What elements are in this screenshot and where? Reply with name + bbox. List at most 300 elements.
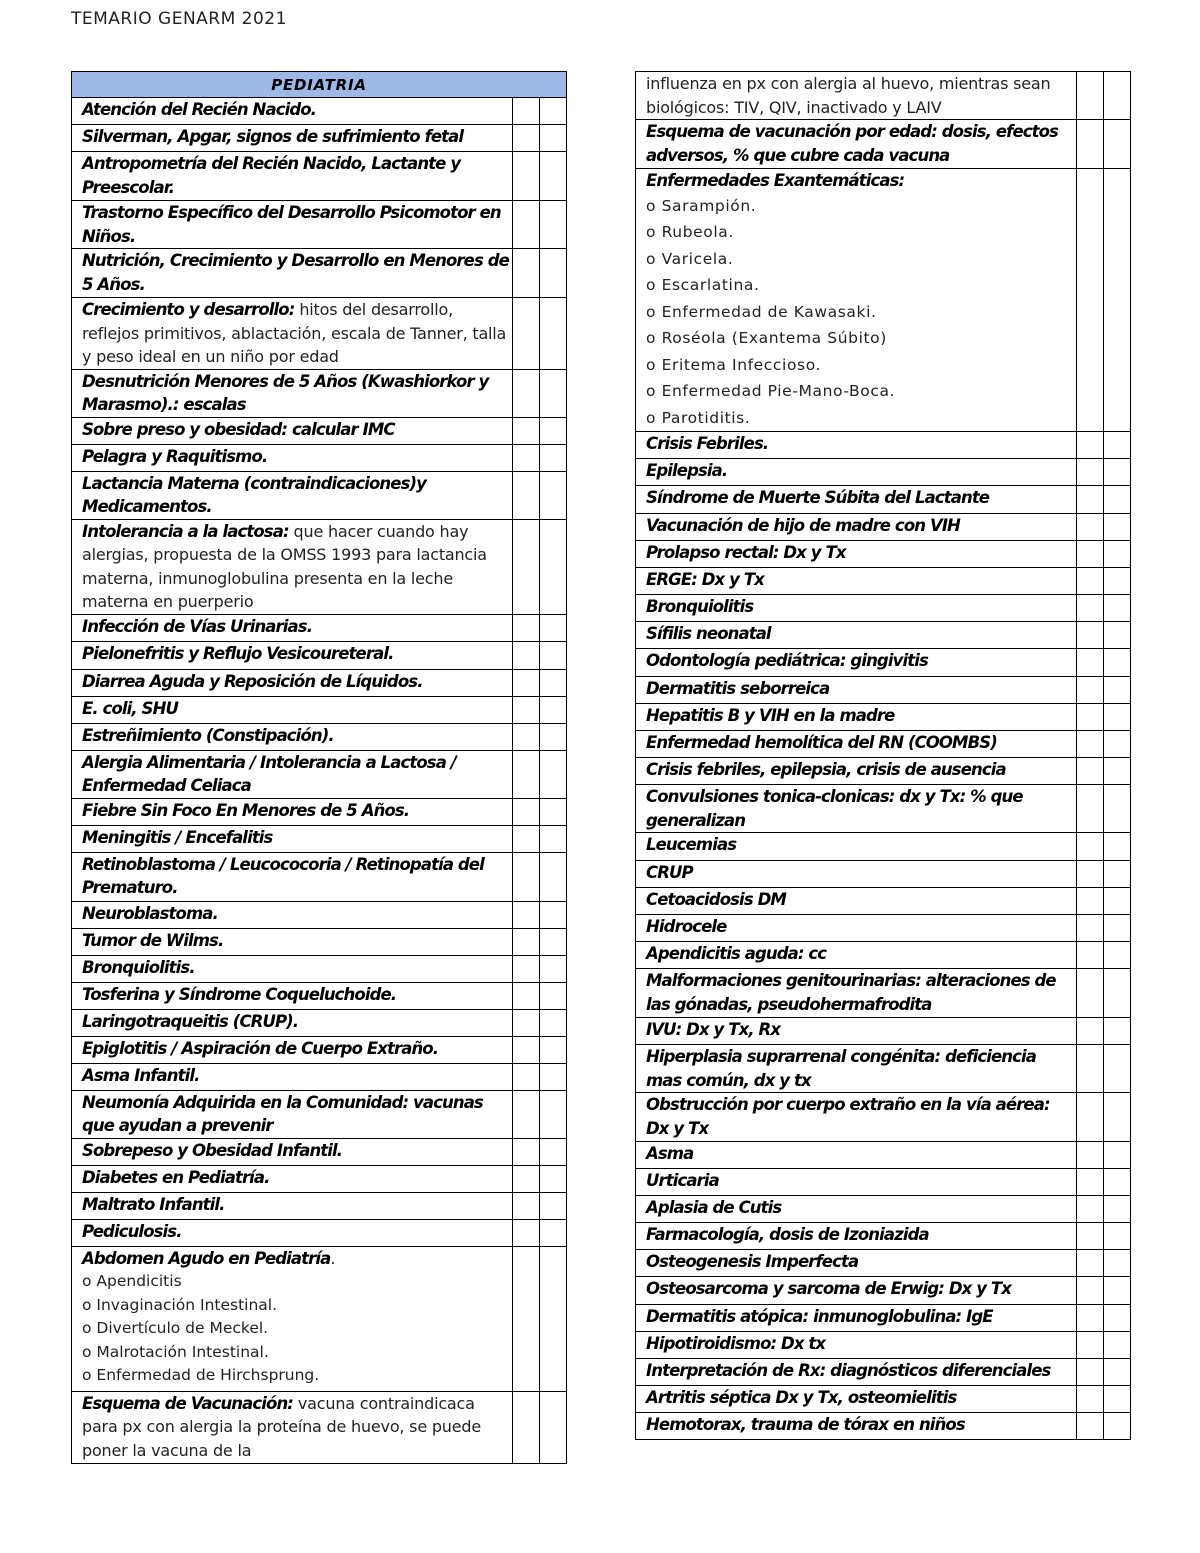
check-box-cell[interactable]	[1104, 169, 1131, 432]
check-box-cell[interactable]	[540, 750, 567, 798]
check-box-cell[interactable]	[1077, 1093, 1104, 1142]
check-box-cell[interactable]	[513, 669, 540, 696]
check-box-cell[interactable]	[1104, 622, 1131, 649]
topic-row	[72, 1090, 567, 1138]
topic-title: Retinoblastoma / Leucococoria / Retinopatía del Prematuro.	[82, 854, 484, 897]
check-box-cell[interactable]	[1077, 120, 1104, 169]
topic-cell	[636, 704, 1077, 731]
check-box-cell[interactable]	[513, 1391, 540, 1463]
topic-cell	[72, 696, 513, 723]
topic-cell	[636, 731, 1077, 758]
topic-title: Estreñimiento (Constipación).	[82, 725, 334, 745]
check-box-cell[interactable]	[513, 1165, 540, 1192]
topic-text-block	[646, 1196, 1076, 1220]
subtopic-item: o Parotiditis.	[646, 408, 751, 427]
check-box-cell[interactable]	[540, 1391, 567, 1463]
topic-text-block	[82, 751, 512, 798]
topic-text-block	[646, 731, 1076, 755]
check-box-cell[interactable]	[1077, 1223, 1104, 1250]
topic-title: Epilepsia.	[646, 461, 728, 480]
topic-title: Urticaria	[646, 1171, 719, 1190]
check-box-cell[interactable]	[513, 1090, 540, 1138]
check-box-cell[interactable]	[540, 298, 567, 370]
topic-title: Osteogenesis Imperfecta	[646, 1252, 859, 1271]
topic-row	[636, 1413, 1131, 1440]
check-box-cell[interactable]	[540, 152, 567, 201]
check-box-cell[interactable]	[513, 298, 540, 370]
check-box-cell[interactable]	[540, 982, 567, 1009]
check-box-cell[interactable]	[513, 901, 540, 928]
check-box-cell[interactable]	[540, 444, 567, 471]
topic-row	[72, 696, 567, 723]
check-box-cell[interactable]	[513, 417, 540, 444]
topic-title: Neumonía Adquirida en la Comunidad: vacunas que ayudan a prevenir	[82, 1092, 483, 1135]
check-box-cell[interactable]	[1104, 72, 1131, 120]
topic-cell	[72, 444, 513, 471]
topic-title: Tumor de Wilms.	[82, 930, 224, 950]
topic-title: Farmacología, dosis de Izoniazida	[646, 1225, 929, 1244]
check-box-cell[interactable]	[540, 723, 567, 750]
check-box-cell[interactable]	[540, 1009, 567, 1036]
topic-cell	[72, 125, 513, 152]
topic-row	[72, 519, 567, 614]
check-box-cell[interactable]	[1077, 861, 1104, 888]
topic-text-block	[646, 541, 1076, 565]
topic-row	[72, 901, 567, 928]
topic-row	[72, 369, 567, 417]
check-box-cell[interactable]	[1077, 514, 1104, 541]
subtopic-item: o Enfermedad de Kawasaki.	[646, 302, 877, 321]
topic-text-block	[646, 1277, 1076, 1301]
topic-cell	[72, 901, 513, 928]
check-box-cell[interactable]	[1077, 1277, 1104, 1305]
topic-text-block	[646, 888, 1076, 912]
check-box-cell[interactable]	[513, 928, 540, 955]
check-box-cell[interactable]	[540, 1165, 567, 1192]
check-box-cell[interactable]	[1104, 758, 1131, 785]
check-box-cell[interactable]	[1077, 1196, 1104, 1223]
topic-text-block	[646, 622, 1076, 646]
check-box-cell[interactable]	[540, 125, 567, 152]
check-box-cell[interactable]	[1104, 731, 1131, 758]
check-box-cell[interactable]	[513, 798, 540, 825]
check-box-cell[interactable]	[513, 471, 540, 519]
topic-title: Bronquiolitis.	[82, 957, 195, 977]
topic-cell	[72, 1165, 513, 1192]
check-box-cell[interactable]	[540, 641, 567, 669]
check-box-cell[interactable]	[1077, 622, 1104, 649]
check-box-cell[interactable]	[1077, 1250, 1104, 1277]
check-box-cell[interactable]	[540, 98, 567, 125]
topic-row	[72, 723, 567, 750]
topic-title: Vacunación de hijo de madre con VIH	[646, 516, 960, 535]
check-box-cell[interactable]	[513, 1192, 540, 1219]
topic-title: Pielonefritis y Reflujo Vesicoureteral.	[82, 643, 394, 663]
topic-cell	[636, 1045, 1077, 1093]
topic-cell	[636, 888, 1077, 915]
check-box-cell[interactable]	[1077, 595, 1104, 622]
topic-title: Asma	[646, 1144, 694, 1163]
topic-text-block	[82, 98, 512, 122]
check-box-cell[interactable]	[513, 614, 540, 641]
topic-text-block	[82, 125, 512, 149]
check-box-cell[interactable]	[1077, 649, 1104, 677]
check-box-cell[interactable]	[1104, 432, 1131, 459]
check-box-cell[interactable]	[1104, 459, 1131, 486]
topic-text-block	[82, 615, 512, 639]
check-box-cell[interactable]	[1104, 1386, 1131, 1413]
check-box-cell[interactable]	[1104, 704, 1131, 731]
topic-text-block	[646, 459, 1076, 483]
check-box-cell[interactable]	[1104, 120, 1131, 169]
topic-text-block	[646, 758, 1076, 782]
check-box-cell[interactable]	[1077, 1142, 1104, 1169]
topic-title: Leucemias	[646, 835, 737, 854]
topic-text-block	[646, 432, 1076, 456]
check-box-cell[interactable]	[540, 369, 567, 417]
check-box-cell[interactable]	[513, 982, 540, 1009]
check-box-cell[interactable]	[513, 852, 540, 901]
check-box-cell[interactable]	[1077, 72, 1104, 120]
topic-title: Abdomen Agudo en Pediatría	[82, 1248, 331, 1268]
check-box-cell[interactable]	[1104, 888, 1131, 915]
check-box-cell[interactable]	[1104, 486, 1131, 514]
check-box-cell[interactable]	[1077, 1045, 1104, 1093]
check-box-cell[interactable]	[1104, 677, 1131, 704]
check-box-cell[interactable]	[1104, 1332, 1131, 1359]
topic-cell	[72, 852, 513, 901]
topic-title: Crisis febriles, epilepsia, crisis de ausencia	[646, 760, 1006, 779]
topic-title: Dermatitis seborreica	[646, 679, 830, 698]
topic-text-block	[646, 1359, 1076, 1383]
check-box-cell[interactable]	[513, 750, 540, 798]
topic-cell	[636, 785, 1077, 833]
topic-cell	[636, 833, 1077, 861]
check-box-cell[interactable]	[1077, 486, 1104, 514]
topic-row	[72, 955, 567, 982]
topic-row	[72, 798, 567, 825]
topic-row	[72, 1063, 567, 1090]
topic-row	[636, 888, 1131, 915]
topic-text-block	[646, 514, 1076, 538]
topic-title: Silverman, Apgar, signos de sufrimiento fetal	[82, 127, 464, 146]
topic-text-block	[646, 1223, 1076, 1247]
topic-row	[72, 982, 567, 1009]
topic-row	[72, 125, 567, 152]
topic-row	[636, 432, 1131, 459]
check-box-cell[interactable]	[513, 641, 540, 669]
check-box-cell[interactable]	[1077, 432, 1104, 459]
topic-title: Epiglotitis / Aspiración de Cuerpo Extraño.	[82, 1038, 439, 1058]
check-box-cell[interactable]	[1077, 833, 1104, 861]
check-box-cell[interactable]	[540, 249, 567, 298]
check-box-cell[interactable]	[1104, 1413, 1131, 1440]
topic-row	[72, 152, 567, 201]
check-box-cell[interactable]	[1104, 1142, 1131, 1169]
topic-row	[636, 731, 1131, 758]
topic-cell	[72, 1090, 513, 1138]
topic-text-block	[82, 983, 512, 1007]
topic-cell	[72, 614, 513, 641]
check-box-cell[interactable]	[540, 928, 567, 955]
check-box-cell[interactable]	[1104, 942, 1131, 969]
check-box-cell[interactable]	[1104, 1093, 1131, 1142]
topic-title: Hemotorax, trauma de tórax en niños	[646, 1415, 965, 1434]
topic-text-block	[82, 520, 512, 614]
check-box-cell[interactable]	[513, 955, 540, 982]
check-box-cell[interactable]	[513, 1036, 540, 1063]
topic-title: Crecimiento y desarrollo:	[82, 300, 295, 319]
check-box-cell[interactable]	[513, 519, 540, 614]
topic-text-block	[82, 1037, 512, 1061]
topic-cell	[636, 1359, 1077, 1386]
check-box-cell[interactable]	[1104, 595, 1131, 622]
check-box-cell[interactable]	[1077, 1413, 1104, 1440]
topic-cell	[636, 1277, 1077, 1305]
pediatria-topics-table-left	[71, 71, 567, 1464]
check-box-cell[interactable]	[1077, 704, 1104, 731]
topic-cell	[72, 669, 513, 696]
check-box-cell[interactable]	[1104, 541, 1131, 568]
topic-title: Sobrepeso y Obesidad Infantil.	[82, 1140, 343, 1160]
topic-cell	[72, 1219, 513, 1246]
topic-text-block	[646, 1093, 1076, 1140]
check-box-cell[interactable]	[540, 852, 567, 901]
topic-text-block	[82, 472, 512, 519]
check-box-cell[interactable]	[1077, 942, 1104, 969]
check-box-cell[interactable]	[1077, 1305, 1104, 1332]
check-box-cell[interactable]	[1077, 568, 1104, 595]
topic-title: Osteosarcoma y sarcoma de Erwig: Dx y Tx	[646, 1279, 1012, 1298]
check-box-cell[interactable]	[540, 669, 567, 696]
check-box-cell[interactable]	[513, 249, 540, 298]
topic-text-block	[646, 649, 1076, 673]
section-header-pediatria: PEDIATRIA	[72, 72, 567, 98]
subtopic-item: o Varicela.	[646, 249, 734, 268]
topic-cell	[636, 1386, 1077, 1413]
topic-title: Diabetes en Pediatría.	[82, 1167, 270, 1187]
topic-title: IVU: Dx y Tx, Rx	[646, 1020, 781, 1039]
check-box-cell[interactable]	[513, 444, 540, 471]
topic-row	[636, 915, 1131, 942]
topic-title: Fiebre Sin Foco En Menores de 5 Años.	[82, 800, 410, 820]
topic-row	[636, 833, 1131, 861]
check-box-cell[interactable]	[513, 723, 540, 750]
check-box-cell[interactable]	[1104, 969, 1131, 1018]
check-box-cell[interactable]	[1104, 1223, 1131, 1250]
check-box-cell[interactable]	[1104, 1196, 1131, 1223]
check-box-cell[interactable]	[540, 1063, 567, 1090]
topic-cell	[636, 1142, 1077, 1169]
check-box-cell[interactable]	[540, 1036, 567, 1063]
topic-text-block	[82, 1193, 512, 1217]
topic-cell	[636, 595, 1077, 622]
check-box-cell[interactable]	[540, 955, 567, 982]
topic-row	[72, 614, 567, 641]
topic-row	[72, 1009, 567, 1036]
check-box-cell[interactable]	[540, 614, 567, 641]
check-box-cell[interactable]	[513, 152, 540, 201]
check-box-cell[interactable]	[1104, 861, 1131, 888]
check-box-cell[interactable]	[1104, 915, 1131, 942]
check-box-cell[interactable]	[513, 1219, 540, 1246]
check-box-cell[interactable]	[1077, 888, 1104, 915]
check-box-cell[interactable]	[1104, 568, 1131, 595]
subtopic-item: o Invaginación Intestinal.	[82, 1295, 278, 1314]
topic-row	[72, 1391, 567, 1463]
check-box-cell[interactable]	[1104, 1169, 1131, 1196]
check-box-cell[interactable]	[513, 125, 540, 152]
topic-text-block	[82, 642, 512, 666]
check-box-cell[interactable]	[540, 519, 567, 614]
topic-row	[72, 825, 567, 852]
check-box-cell[interactable]	[1077, 1018, 1104, 1045]
topic-cell	[636, 169, 1077, 432]
topic-row	[636, 1386, 1131, 1413]
check-box-cell[interactable]	[1077, 785, 1104, 833]
check-box-cell[interactable]	[513, 696, 540, 723]
topic-title: Nutrición, Crecimiento y Desarrollo en Menores de 5 Años.	[82, 251, 509, 294]
check-box-cell[interactable]	[513, 369, 540, 417]
topic-cell	[636, 1018, 1077, 1045]
topic-detail: hitos del desarrollo, reflejos primitivos, ablactación, escala de Tanner, talla y peso ideal en un niño por edad	[82, 300, 507, 366]
topic-text-block	[646, 785, 1076, 832]
check-box-cell[interactable]	[540, 417, 567, 444]
topic-cell	[72, 152, 513, 201]
check-box-cell[interactable]	[513, 1138, 540, 1165]
topic-text-block	[82, 445, 512, 469]
check-box-cell[interactable]	[1104, 1359, 1131, 1386]
subtopic-item: o Roséola (Exantema Súbito)	[646, 329, 887, 347]
topic-cell	[636, 942, 1077, 969]
topic-row	[636, 1250, 1131, 1277]
topic-text-block	[646, 861, 1076, 885]
check-box-cell[interactable]	[1077, 1359, 1104, 1386]
topic-title: Meningitis / Encefalitis	[82, 827, 273, 847]
check-box-cell[interactable]	[540, 696, 567, 723]
check-box-cell[interactable]	[1104, 649, 1131, 677]
check-box-cell[interactable]	[540, 1219, 567, 1246]
check-box-cell[interactable]	[1077, 1332, 1104, 1359]
check-box-cell[interactable]	[1077, 758, 1104, 785]
check-box-cell[interactable]	[1077, 1386, 1104, 1413]
check-box-cell[interactable]	[1104, 785, 1131, 833]
check-box-cell[interactable]	[1077, 969, 1104, 1018]
check-box-cell[interactable]	[513, 98, 540, 125]
topic-row	[636, 169, 1131, 432]
topic-text-block	[646, 1250, 1076, 1274]
topic-row	[636, 785, 1131, 833]
check-box-cell[interactable]	[1104, 1250, 1131, 1277]
check-box-cell[interactable]	[540, 798, 567, 825]
check-box-cell[interactable]	[1077, 731, 1104, 758]
subtopic-item: o Apendicitis	[82, 1272, 182, 1290]
topic-text-block	[646, 969, 1076, 1016]
topic-text-block	[82, 1220, 512, 1244]
topic-title: Lactancia Materna (contraindicaciones)y Medicamentos.	[82, 473, 426, 516]
topic-cell	[72, 641, 513, 669]
topic-title: Tosferina y Síndrome Coqueluchoide.	[82, 984, 397, 1004]
check-box-cell[interactable]	[540, 1192, 567, 1219]
check-box-cell[interactable]	[1104, 1045, 1131, 1093]
topic-text-block	[82, 1139, 512, 1163]
topic-row	[636, 622, 1131, 649]
topic-text-block	[646, 1142, 1076, 1166]
topic-title: Alergia Alimentaria / Intolerancia a Lactosa / Enfermedad Celiaca	[82, 752, 456, 795]
topic-text-block	[82, 418, 512, 442]
check-box-cell[interactable]	[1104, 1305, 1131, 1332]
check-box-cell[interactable]	[1077, 541, 1104, 568]
topic-text-block	[646, 704, 1076, 728]
topic-text-block	[646, 486, 1076, 510]
check-box-cell[interactable]	[540, 901, 567, 928]
topic-title: Laringotraqueitis (CRUP).	[82, 1011, 299, 1031]
topic-title: Sobre preso y obesidad: calcular IMC	[82, 419, 395, 439]
check-box-cell[interactable]	[513, 201, 540, 249]
topic-cell	[72, 249, 513, 298]
check-box-cell[interactable]	[1077, 459, 1104, 486]
check-box-cell[interactable]	[513, 1063, 540, 1090]
check-box-cell[interactable]	[1104, 833, 1131, 861]
topic-row	[636, 969, 1131, 1018]
check-box-cell[interactable]	[1077, 915, 1104, 942]
check-box-cell[interactable]	[540, 471, 567, 519]
topic-row	[72, 669, 567, 696]
check-box-cell[interactable]	[1104, 514, 1131, 541]
topic-text-block	[82, 1166, 512, 1190]
topic-row	[636, 120, 1131, 169]
topic-row	[72, 98, 567, 125]
check-box-cell[interactable]	[540, 1246, 567, 1391]
topic-row	[636, 1359, 1131, 1386]
topic-row	[72, 1192, 567, 1219]
check-box-cell[interactable]	[1077, 1169, 1104, 1196]
check-box-cell[interactable]	[513, 1009, 540, 1036]
topic-title: Cetoacidosis DM	[646, 890, 786, 909]
topic-cell	[636, 568, 1077, 595]
check-box-cell[interactable]	[1104, 1277, 1131, 1305]
topic-cell	[72, 1036, 513, 1063]
topic-row	[636, 514, 1131, 541]
topic-row	[636, 1142, 1131, 1169]
topic-text-block	[646, 833, 1076, 857]
topic-text-block	[646, 595, 1076, 619]
check-box-cell[interactable]	[513, 825, 540, 852]
topic-text-block	[82, 697, 512, 721]
topic-cell	[636, 969, 1077, 1018]
check-box-cell[interactable]	[513, 1246, 540, 1391]
check-box-cell[interactable]	[540, 1138, 567, 1165]
topic-row	[72, 201, 567, 249]
topic-text-block	[82, 1392, 512, 1463]
topic-row	[636, 568, 1131, 595]
check-box-cell[interactable]	[1104, 1018, 1131, 1045]
check-box-cell[interactable]	[1077, 169, 1104, 432]
topic-cell	[636, 72, 1077, 120]
topic-title: Hiperplasia suprarrenal congénita: deficiencia mas común, dx y tx	[646, 1047, 1036, 1090]
check-box-cell[interactable]	[1077, 677, 1104, 704]
topic-title: Crisis Febriles.	[646, 434, 769, 453]
topic-text-block	[82, 370, 512, 417]
check-box-cell[interactable]	[540, 1090, 567, 1138]
topic-row	[636, 541, 1131, 568]
topic-text-block	[646, 942, 1076, 966]
topic-text-block	[646, 915, 1076, 939]
subtopic-item: o Divertículo de Meckel.	[82, 1319, 269, 1337]
check-box-cell[interactable]	[540, 825, 567, 852]
check-box-cell[interactable]	[540, 201, 567, 249]
topic-cell	[636, 432, 1077, 459]
